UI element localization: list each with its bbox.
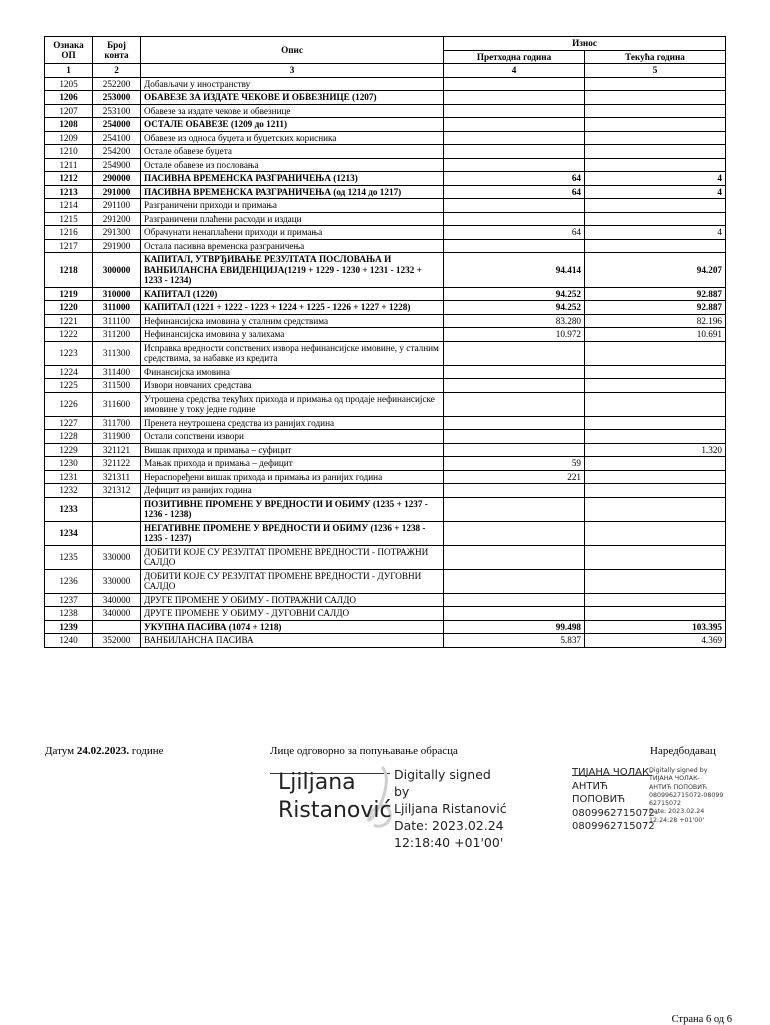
row-op-code: 1209 <box>45 131 93 145</box>
row-description: Разграничени приходи и примања <box>141 199 444 213</box>
row-account-number: 291100 <box>93 199 141 213</box>
row-description: Мањак прихода и примања – дефицит <box>141 457 444 471</box>
row-account-number: 311700 <box>93 416 141 430</box>
row-op-code: 1235 <box>45 545 93 569</box>
table-row <box>45 328 726 342</box>
table-row <box>45 314 726 328</box>
table-row <box>45 91 726 105</box>
row-op-code: 1226 <box>45 392 93 416</box>
row-description: НЕГАТИВНЕ ПРОМЕНЕ У ВРЕДНОСТИ И ОБИМУ (1236 + 1238 - 1235 - 1237) <box>141 521 444 545</box>
row-description: ПАСИВНА ВРЕМЕНСКА РАЗГРАНИЧЕЊА (од 1214 до 1217) <box>141 185 444 199</box>
row-op-code: 1220 <box>45 301 93 315</box>
row-description: ОБАВЕЗЕ ЗА ИЗДАТЕ ЧЕКОВЕ И ОБВЕЗНИЦЕ (1207) <box>141 91 444 105</box>
row-previous-year-amount: 10.972 <box>444 328 585 342</box>
row-description: Извори новчаних средстава <box>141 379 444 393</box>
page-number: Страна 6 од 6 <box>671 1014 732 1025</box>
table-row <box>45 212 726 226</box>
table-row <box>45 253 726 288</box>
row-previous-year-amount <box>444 379 585 393</box>
header-col-number: 4 <box>444 64 585 78</box>
row-current-year-amount: 4.369 <box>585 634 726 648</box>
row-account-number: 311100 <box>93 314 141 328</box>
row-current-year-amount: 82.196 <box>585 314 726 328</box>
row-op-code: 1237 <box>45 593 93 607</box>
date-value: 24.02.2023. <box>76 745 130 757</box>
row-previous-year-amount <box>444 199 585 213</box>
row-current-year-amount <box>585 104 726 118</box>
row-description: КАПИТАЛ, УТВРЂИВАЊЕ РЕЗУЛТАТА ПОСЛОВАЊА И ВАНБИЛАНСНА ЕВИДЕНЦИЈА(1219 + 1229 - 1230 + 1231 - 1232 + 1233 - 1234) <box>141 253 444 288</box>
row-description: Остали сопствени извори <box>141 430 444 444</box>
table-row <box>45 341 726 365</box>
table-row <box>45 634 726 648</box>
row-previous-year-amount <box>444 430 585 444</box>
row-previous-year-amount <box>444 392 585 416</box>
row-previous-year-amount <box>444 158 585 172</box>
row-account-number: 311500 <box>93 379 141 393</box>
row-current-year-amount <box>585 470 726 484</box>
table-row <box>45 185 726 199</box>
table-row <box>45 199 726 213</box>
row-description: Остале обавезе из пословања <box>141 158 444 172</box>
digital-signature-1 <box>270 765 510 850</box>
row-previous-year-amount <box>444 416 585 430</box>
row-previous-year-amount <box>444 91 585 105</box>
table-row <box>45 620 726 634</box>
row-op-code: 1230 <box>45 457 93 471</box>
row-op-code: 1207 <box>45 104 93 118</box>
row-description: Добављачи у иностранству <box>141 77 444 91</box>
row-previous-year-amount <box>444 521 585 545</box>
row-previous-year-amount <box>444 131 585 145</box>
row-previous-year-amount <box>444 104 585 118</box>
row-previous-year-amount: 5.837 <box>444 634 585 648</box>
table-row <box>45 470 726 484</box>
row-description: Утрошена средства текућих прихода и примања од продаје нефинансијске имовине у току једне године <box>141 392 444 416</box>
row-current-year-amount <box>585 457 726 471</box>
table-row <box>45 484 726 498</box>
header-account-number: Број конта <box>93 37 141 64</box>
row-description: ОСТАЛЕ ОБАВЕЗЕ (1209 до 1211) <box>141 118 444 132</box>
row-op-code: 1215 <box>45 212 93 226</box>
row-account-number: 291200 <box>93 212 141 226</box>
row-op-code: 1218 <box>45 253 93 288</box>
date-suffix: године <box>131 745 164 757</box>
row-description: Нераспоређени вишак прихода и примања из ранијих година <box>141 470 444 484</box>
row-current-year-amount: 94.207 <box>585 253 726 288</box>
row-account-number: 311600 <box>93 392 141 416</box>
table-row <box>45 443 726 457</box>
row-account-number: 321122 <box>93 457 141 471</box>
row-current-year-amount <box>585 212 726 226</box>
table-row <box>45 457 726 471</box>
row-account-number: 340000 <box>93 593 141 607</box>
balance-sheet-liabilities-table <box>44 36 726 648</box>
row-op-code: 1231 <box>45 470 93 484</box>
row-current-year-amount <box>585 158 726 172</box>
row-description: ДРУГЕ ПРОМЕНЕ У ОБИМУ - ДУГОВНИ САЛДО <box>141 607 444 621</box>
row-op-code: 1222 <box>45 328 93 342</box>
table-row <box>45 301 726 315</box>
row-op-code: 1238 <box>45 607 93 621</box>
row-op-code: 1228 <box>45 430 93 444</box>
row-op-code: 1219 <box>45 287 93 301</box>
row-current-year-amount <box>585 430 726 444</box>
row-description: ВАНБИЛАНСНА ПАСИВА <box>141 634 444 648</box>
row-account-number: 310000 <box>93 287 141 301</box>
digital-signature-2 <box>572 766 732 830</box>
row-description: ДОБИТИ КОЈЕ СУ РЕЗУЛТАТ ПРОМЕНЕ ВРЕДНОСТИ - ПОТРАЖНИ САЛДО <box>141 545 444 569</box>
row-description: Нефинансијска имовина у сталним средствима <box>141 314 444 328</box>
row-op-code: 1211 <box>45 158 93 172</box>
row-current-year-amount <box>585 545 726 569</box>
header-col-number: 5 <box>585 64 726 78</box>
row-current-year-amount: 10.691 <box>585 328 726 342</box>
row-op-code: 1216 <box>45 226 93 240</box>
row-previous-year-amount <box>444 443 585 457</box>
table-row <box>45 118 726 132</box>
row-current-year-amount: 92.887 <box>585 287 726 301</box>
row-current-year-amount: 4 <box>585 226 726 240</box>
table-row <box>45 497 726 521</box>
row-current-year-amount: 103.395 <box>585 620 726 634</box>
row-current-year-amount: 4 <box>585 172 726 186</box>
row-previous-year-amount: 64 <box>444 185 585 199</box>
row-account-number: 291900 <box>93 239 141 253</box>
row-account-number: 321121 <box>93 443 141 457</box>
row-previous-year-amount: 99.498 <box>444 620 585 634</box>
row-account-number: 254000 <box>93 118 141 132</box>
row-previous-year-amount: 221 <box>444 470 585 484</box>
row-account-number: 254900 <box>93 158 141 172</box>
row-description: Остала пасивна временска разграничења <box>141 239 444 253</box>
row-account-number: 330000 <box>93 569 141 593</box>
row-op-code: 1232 <box>45 484 93 498</box>
row-current-year-amount <box>585 379 726 393</box>
row-current-year-amount <box>585 118 726 132</box>
row-current-year-amount <box>585 416 726 430</box>
row-op-code: 1225 <box>45 379 93 393</box>
row-description: ПОЗИТИВНЕ ПРОМЕНЕ У ВРЕДНОСТИ И ОБИМУ (1235 + 1237 - 1236 - 1238) <box>141 497 444 521</box>
row-current-year-amount: 4 <box>585 185 726 199</box>
row-previous-year-amount <box>444 607 585 621</box>
row-op-code: 1221 <box>45 314 93 328</box>
table-row <box>45 77 726 91</box>
row-account-number <box>93 521 141 545</box>
table-row <box>45 416 726 430</box>
row-description: Обавезе из односа буџета и буџетских корисника <box>141 131 444 145</box>
authorizer-label: Наредбодавац <box>650 745 716 757</box>
row-account-number: 254200 <box>93 145 141 159</box>
row-account-number: 252200 <box>93 77 141 91</box>
row-account-number: 254100 <box>93 131 141 145</box>
row-description: УКУПНА ПАСИВА (1074 + 1218) <box>141 620 444 634</box>
row-current-year-amount <box>585 365 726 379</box>
table-row <box>45 104 726 118</box>
row-description: ДРУГЕ ПРОМЕНЕ У ОБИМУ - ПОТРАЖНИ САЛДО <box>141 593 444 607</box>
row-description: КАПИТАЛ (1220) <box>141 287 444 301</box>
row-current-year-amount <box>585 199 726 213</box>
row-previous-year-amount <box>444 484 585 498</box>
row-current-year-amount: 92.887 <box>585 301 726 315</box>
row-previous-year-amount <box>444 497 585 521</box>
row-current-year-amount <box>585 392 726 416</box>
header-col-number: 1 <box>45 64 93 78</box>
row-previous-year-amount <box>444 341 585 365</box>
row-previous-year-amount: 59 <box>444 457 585 471</box>
row-op-code: 1239 <box>45 620 93 634</box>
row-description: Пренета неутрошена средства из ранијих година <box>141 416 444 430</box>
row-account-number: 300000 <box>93 253 141 288</box>
row-op-code: 1213 <box>45 185 93 199</box>
row-previous-year-amount <box>444 545 585 569</box>
row-op-code: 1234 <box>45 521 93 545</box>
row-current-year-amount <box>585 484 726 498</box>
table-row <box>45 545 726 569</box>
table-row <box>45 593 726 607</box>
row-current-year-amount: 1.320 <box>585 443 726 457</box>
table-row <box>45 379 726 393</box>
row-previous-year-amount: 94.252 <box>444 287 585 301</box>
row-op-code: 1208 <box>45 118 93 132</box>
row-description: Вишак прихода и примања – суфицит <box>141 443 444 457</box>
row-previous-year-amount <box>444 118 585 132</box>
row-op-code: 1206 <box>45 91 93 105</box>
row-account-number <box>93 497 141 521</box>
row-previous-year-amount <box>444 145 585 159</box>
row-op-code: 1212 <box>45 172 93 186</box>
row-account-number: 311200 <box>93 328 141 342</box>
table-row <box>45 392 726 416</box>
row-op-code: 1224 <box>45 365 93 379</box>
row-current-year-amount <box>585 91 726 105</box>
row-current-year-amount <box>585 131 726 145</box>
row-current-year-amount <box>585 77 726 91</box>
row-previous-year-amount <box>444 77 585 91</box>
header-previous-year: Претходна година <box>444 50 585 64</box>
row-op-code: 1227 <box>45 416 93 430</box>
row-description: КАПИТАЛ (1221 + 1222 - 1223 + 1224 + 1225 - 1226 + 1227 + 1228) <box>141 301 444 315</box>
header-op-code: Ознака ОП <box>45 37 93 64</box>
row-current-year-amount <box>585 497 726 521</box>
row-op-code: 1210 <box>45 145 93 159</box>
row-current-year-amount <box>585 569 726 593</box>
row-account-number: 311000 <box>93 301 141 315</box>
signer-name-large: Ljiljana Ristanović <box>278 770 392 823</box>
row-previous-year-amount: 83.280 <box>444 314 585 328</box>
date-prefix: Датум <box>45 745 75 757</box>
table-body <box>45 77 726 647</box>
row-op-code: 1205 <box>45 77 93 91</box>
row-previous-year-amount: 64 <box>444 172 585 186</box>
table-row <box>45 430 726 444</box>
row-description: Обавезе за издате чекове и обвезнице <box>141 104 444 118</box>
row-op-code: 1236 <box>45 569 93 593</box>
row-account-number: 311300 <box>93 341 141 365</box>
row-previous-year-amount: 94.252 <box>444 301 585 315</box>
row-op-code: 1229 <box>45 443 93 457</box>
row-op-code: 1233 <box>45 497 93 521</box>
row-current-year-amount <box>585 341 726 365</box>
row-description: Дефицит из ранијих година <box>141 484 444 498</box>
row-account-number: 290000 <box>93 172 141 186</box>
responsible-person-label: Лице одговорно за попуњавање обрасца <box>270 745 458 757</box>
row-previous-year-amount: 94.414 <box>444 253 585 288</box>
table-row <box>45 521 726 545</box>
header-col-number: 3 <box>141 64 444 78</box>
row-account-number: 253000 <box>93 91 141 105</box>
row-account-number: 311900 <box>93 430 141 444</box>
table-row <box>45 607 726 621</box>
row-previous-year-amount <box>444 569 585 593</box>
row-description: Исправка вредности сопствених извора нефинансијске имовине, у сталним средствима, за набавке из кредита <box>141 341 444 365</box>
row-current-year-amount <box>585 145 726 159</box>
row-previous-year-amount <box>444 212 585 226</box>
row-op-code: 1214 <box>45 199 93 213</box>
row-op-code: 1223 <box>45 341 93 365</box>
date-line <box>45 745 164 757</box>
row-account-number: 321311 <box>93 470 141 484</box>
table-row <box>45 239 726 253</box>
row-description: ДОБИТИ КОЈЕ СУ РЕЗУЛТАТ ПРОМЕНЕ ВРЕДНОСТИ - ДУГОВНИ САЛДО <box>141 569 444 593</box>
row-account-number: 291300 <box>93 226 141 240</box>
table-row <box>45 365 726 379</box>
row-previous-year-amount <box>444 239 585 253</box>
header-current-year: Текућа година <box>585 50 726 64</box>
row-op-code: 1240 <box>45 634 93 648</box>
table-row <box>45 145 726 159</box>
header-col-number: 2 <box>93 64 141 78</box>
row-account-number <box>93 620 141 634</box>
table-row <box>45 131 726 145</box>
row-account-number: 291000 <box>93 185 141 199</box>
row-description: Остале обавезе буџета <box>141 145 444 159</box>
signer-name: ТИЈАНА ЧОЛАК- АНТИЋ ПОПОВИЋ 0809962715072- 0809962715072 <box>572 767 659 832</box>
row-current-year-amount <box>585 521 726 545</box>
row-current-year-amount <box>585 239 726 253</box>
row-description: Нефинансијска имовина у залихама <box>141 328 444 342</box>
row-account-number: 340000 <box>93 607 141 621</box>
row-description: Обрачунати ненаплаћени приходи и примања <box>141 226 444 240</box>
row-account-number: 330000 <box>93 545 141 569</box>
row-account-number: 253100 <box>93 104 141 118</box>
row-current-year-amount <box>585 593 726 607</box>
row-account-number: 352000 <box>93 634 141 648</box>
row-previous-year-amount: 64 <box>444 226 585 240</box>
table-row <box>45 172 726 186</box>
row-account-number: 311400 <box>93 365 141 379</box>
table-row <box>45 158 726 172</box>
row-description: Финансијска имовина <box>141 365 444 379</box>
table-row <box>45 569 726 593</box>
row-description: ПАСИВНА ВРЕМЕНСКА РАЗГРАНИЧЕЊА (1213) <box>141 172 444 186</box>
row-account-number: 321312 <box>93 484 141 498</box>
signature-details: Digitally signed by Ljiljana Ristanović Date: 2023.02.24 12:18:40 +01'00' <box>394 767 507 850</box>
table-row <box>45 226 726 240</box>
row-op-code: 1217 <box>45 239 93 253</box>
row-current-year-amount <box>585 607 726 621</box>
header-amount: Износ <box>444 37 726 51</box>
row-previous-year-amount <box>444 365 585 379</box>
row-previous-year-amount <box>444 593 585 607</box>
row-description: Разграничени плаћени расходи и издаци <box>141 212 444 226</box>
header-description: Опис <box>141 37 444 64</box>
table-row <box>45 287 726 301</box>
signature-details: Digitally signed by ТИЈАНА ЧОЛАК- АНТИЋ ПОПОВИЋ 0809962715072-08099 62715072 Date: 2023.02.24 12:24:28 +01'00' <box>649 767 724 824</box>
